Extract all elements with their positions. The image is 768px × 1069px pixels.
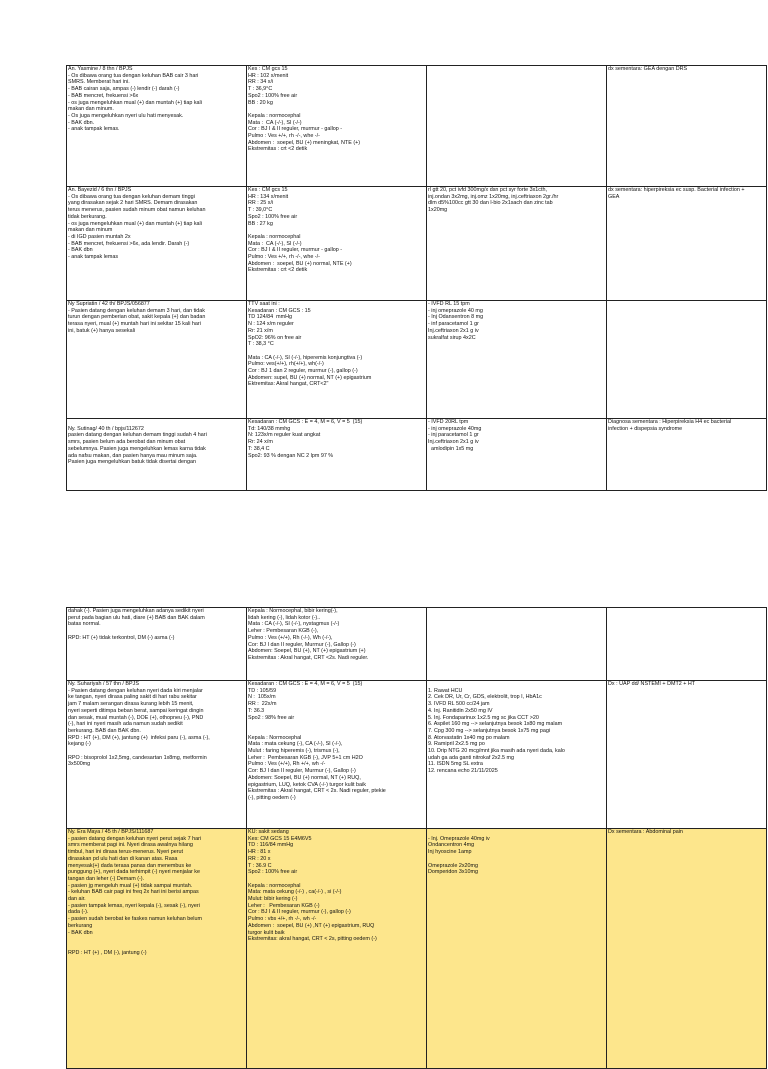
note-line: Mata : CA (-/-), SI (-/-) [248,240,302,247]
note-line: N: 123x/m reguler kuat angkat [248,432,321,439]
subjective-cell [67,608,247,681]
note-line: Omeprazole 2x20mg [428,862,479,869]
note-line: Pulmo : vbs +/+, rh -/-, wh -/- [248,916,317,923]
note-line: - Pasien datang dengan keluhan demam 3 hari, dan tidak [68,307,205,314]
note-line: - IVFD RL 15 tpm [428,301,470,307]
note-line: smrs, pasien belum ada berobat dan minum obat [68,439,186,446]
plan-cell [427,66,607,187]
note-line: Kes : CM gcs 15 [248,187,288,193]
note-line: - anak tampak lemas [68,254,119,261]
note-line: Abdomen : soepel, BU (+) meningkat, NTE (+) [248,139,361,146]
note-line: Abdomen: Soepel, BU (+) normal, NT (+) RUQ, [248,774,361,781]
note-line: KU: sakit sedang [248,829,289,835]
plan-cell [427,301,607,419]
patient-row [67,66,767,187]
note-line: Abdomen: supel, BU (+) normal, NT (+) epigastrium [248,374,372,381]
note-line: Inj.ceftriaxon 2x1 g iv [428,327,479,334]
note-line: Kes : CM gcs 15 [248,66,288,72]
note-line: - anak tampak lemas. [68,126,120,133]
clinical-notes-table-page-1 [66,65,767,491]
note-line: dan sesak, mual muntah (-), DOE (+), othopneu (-), PND [68,714,204,721]
note-line: Rr: 24 x/m [248,439,273,446]
note-line: Inj.ceftriaxon 2x1 g iv [428,439,479,446]
note-line: Ekstremitas : crt <2 detik [248,267,308,274]
note-line: RR : 25 x/i [248,200,274,207]
patient-row [67,301,767,419]
note-line: berkurang. BAB dan BAK dbn. [68,727,141,734]
subjective-cell [67,301,247,419]
note-line: Cor: BJ I dan II reguler, Murmur (-), Gallop (-) [248,768,356,775]
note-line: Abdomen: Soepel, BU (+), NT (+) epigastrium (+) [248,648,366,655]
note-line: berkurang [68,922,93,929]
note-line [68,943,245,950]
note-line: - BAB mencret, frekuensi >6x [68,92,139,99]
note-line: RR : 34 x/i [248,79,274,86]
note-line: - di IGD pasien muntah 2x [68,233,131,240]
note-line: Spo2 : 98% free air [248,714,295,721]
note-line: dx sementara: GEA dengan DRS [608,66,688,72]
note-line: 6. Aspilet 160 mg --> selanjutnya besok 1x80 mg malam [428,721,563,728]
note-line [248,348,425,355]
note-line: - inf paracetamol 1 gr [428,321,479,328]
note-line: Td: 140/38 mmhg [248,425,291,432]
note-line: infection + dispepsia syndrome [608,425,683,432]
patient-row [67,681,767,829]
note-line [248,876,425,883]
note-line: makan dan minum [68,227,113,234]
note-line: 4. Inj. Ranitidin 2x50 mg IV [428,707,493,714]
note-line: - keluhan BAB cair pagi ini freq 2x hari ini berisi ampas [68,889,199,896]
note-line: Pulmo : Ves +/+, rh -/-, whe -/- [248,133,320,140]
note-line: jam 7 malam serangan dirasa kurang lebih 15 menit, [68,701,194,708]
note-line: - Os juga mengeluhkan nyeri ulu hati menyesak. [68,112,184,119]
note-line: Pulmo : Ves (+/+), Rh (-/-), Wh (-/-), [248,634,333,641]
note-line: Kesadaran : CM GCS : 15 [248,307,311,314]
assessment-cell [607,187,767,301]
note-line: punggung (+), nyeri dada terhimpit (-) nyeri menjalar ke [68,869,200,876]
note-line: - inj omeprazole 40mg [428,425,482,432]
note-line: makan dan minum. [68,106,114,113]
note-line: HR : 81 x [248,849,271,856]
note-line: - BAK dbn. [68,119,95,126]
note-line [428,829,605,836]
note-line: T: 38,4 C [248,445,270,452]
note-line: HR : 102 x/menit [248,72,289,79]
note-line: Dx sementara : Abdominal pain [608,829,683,835]
note-line: - Inj. Omeprazole 40mg iv [428,835,490,842]
note-line: Ekstremitas : Akral hangat, CRT <2s. Nadi reguler. [248,654,369,661]
note-line: TD : 105/59 [248,687,277,694]
note-line: dlm d5%100cc gtt 30 dan l-bio 2x1sach dan zinc tab [428,200,553,207]
note-line [68,419,245,426]
note-line: BB : 27 kg [248,220,273,227]
objective-cell [247,66,427,187]
note-line: T: 36.3 [248,707,265,714]
note-line: Ektremitas: Akral hangat, CRT<2" [248,381,329,388]
note-line: Cor : BJ I & II reguler, murmur (-), gallop (-) [248,909,351,916]
assessment-cell [607,681,767,829]
note-line: Abdomen : soepel, BU (+) ,NT (+) epigastrium, RUQ [248,922,375,929]
note-line: RPD : HT (+) , DM (-), jantung (-) [68,949,147,956]
plan-cell [427,681,607,829]
note-line: Leher : Pembesaran KGB (-), JVP 5+1 cm H2O [248,754,363,761]
note-line: Kepala : normocephal [248,882,301,889]
note-line: T : 38,3 °C [248,341,274,348]
note-line: - pasien tampak lemas, nyeri kepala (-), sesak (-), nyeri [68,902,200,909]
note-line [248,227,425,234]
note-line [428,856,605,863]
subjective-cell [67,829,247,1069]
note-line: terus menerus, pasien sudah minum obat namun keluhan [68,207,206,214]
objective-cell [247,681,427,829]
note-line: RR : 22x/m [248,701,277,708]
note-line: smrs memberat pagi ini. Nyeri dirasa awalnya hilang [68,842,193,849]
objective-cell [247,608,427,681]
note-line [68,628,245,635]
note-line: turgor kulit baik [248,929,285,936]
note-line: 1. Rawat HCU [428,687,463,694]
note-line [248,106,425,113]
assessment-cell [607,829,767,1069]
note-line: perut pada bagian ulu hati, diare (+) BAB dan BAK dalam [68,614,205,621]
subjective-cell [67,66,247,187]
note-line: turun dengan pemberian obat, sakit kepala (+) dan badan [68,314,206,321]
note-line: 7. Cpg 300 mg --> selanjutnya besok 1x75 mg pagi [428,727,551,734]
plan-cell [427,829,607,1069]
note-line: batas normal. [68,621,101,628]
note-line: Pasien juga mengeluhkan batuk tidak disertai dengan [68,459,196,466]
note-line: TD 124/84 mmHg [248,314,293,321]
note-line [68,748,245,755]
note-line: Spo2 : 100% free air [248,869,298,876]
note-line: T : 36,9°C [248,86,273,93]
plan-cell [427,608,607,681]
note-line: - BAB cairan saja, ampas (-) lendir (-) darah (-) [68,86,180,93]
objective-cell [247,829,427,1069]
note-line: Kepala : Normocephal [248,734,302,741]
note-line: Kepala : Normocephal, bibir kering(-), [248,608,338,614]
note-line: Pulmo : Ves (+/+), Rh +/+, wh -/- [248,761,326,768]
note-line: tidak berkurang. [68,213,107,220]
note-line: GEA [608,193,620,200]
note-line: 1x20mg [428,207,448,214]
note-line: - pasien jg mengeluh mual (+) tidak sampai muntah. [68,882,193,889]
note-line: - Pasien datang dengan keluhan nyeri dada kiri menjalar [68,687,203,694]
note-line: - BAK dbn [68,929,93,936]
note-line: Spo2: 93 % dengan NC 2 lpm 97 % [248,452,334,459]
note-line: N : 105x/m [248,694,276,701]
note-line: ini, batuk (+) hanya sesekali [68,327,135,334]
note-line: - BAB mencret, frekuensi >6x, ada lendir. Darah (-) [68,240,190,247]
note-line: - os juga mengeluhkan mual (+) dan muntah (+) tiap kali [68,99,202,106]
clinical-notes-table-page-2 [66,607,767,1069]
note-line: dada (-). [68,909,89,916]
subjective-cell [67,419,247,491]
note-line: Cor : BJ I & II reguler, murmur - gallop - [248,247,343,254]
note-line: rl gtt 20, pct ivfd 300mg/x dsn pct syr forte 3x1cth, [428,187,547,193]
note-line: (-), pitting oedem (-) [248,794,296,801]
note-line: Kepala : normocephal [248,112,301,119]
note-line: Leher : Pembesaran KGB (-), [248,628,319,635]
note-line: Abdomen : soepel, BU (+) normal, NTE (+) [248,260,352,267]
note-line: dahak (-). Pasien juga mengeluhkan adanya sedikit nyeri [68,608,204,614]
note-line: RPD: HT (+) tidak terkontrol, DM (-) asma (-) [68,634,175,641]
note-line: epigastrium, LUQ, ketok CVA (-/-) turgor kulit baik [248,781,366,788]
note-line: nyeri seperti ditimpa beban berat, sampai keringat dingin [68,707,204,714]
note-line: - pasien datang dengan keluhan nyeri perut sejak 7 hari [68,835,202,842]
note-line: Spo2 : 100% free air [248,92,298,99]
note-line: dan air. [68,896,86,903]
note-line: 12. rencana echo 21/11/2025 [428,768,498,775]
note-line: dx sementara: hiperpireksia ec susp. Bacterial infection + [608,187,745,193]
note-line: amlodipin 1x5 mg [428,445,474,452]
note-line: Mata: mata cekung (-/-) , ca(-/-) , si (-/-) [248,889,342,896]
note-line: Ekstremitas : Akral hangat, CRT < 2s. Nadi reguler, ptekie [248,788,386,795]
objective-cell [247,301,427,419]
note-line: Ny. Sutinag/ 40 th / bpjs/112672 [68,425,144,432]
note-line [248,728,425,735]
subjective-cell [67,681,247,829]
note-line: Mulut : faring hiperemis (-), trismus (-), [248,748,340,755]
note-line: Mata : mata cekung (-), CA (-/-), SI (-/-), [248,741,343,748]
note-line: Rr: 21 x/m [248,327,273,334]
note-line: Ekstremitas: akral hangat, CRT < 2s, pitting oedem (-) [248,936,377,943]
note-line: Mata : CA (-/-), SI (-/-), hiperemis konjungtiva (-) [248,354,363,361]
note-line: Kes: CM GCS 15 E4M6V5 [248,835,312,842]
note-line: - IVFD 20RL tpm [428,419,469,425]
note-line: (-), hari ini nyeri masih ada namun sudah sedikit [68,721,183,728]
note-line: Inj hyoscine 1amp [428,849,472,856]
objective-cell [247,187,427,301]
note-line: BB : 20 kg [248,99,273,106]
note-line: SMRS. Memberat hari ini. [68,79,130,86]
note-line: - os juga mengeluhkan mual (+) dan muntah (+) tiap kali [68,220,202,227]
note-line: Cor : BJ 1 dan 2 reguler, murmur (-), gallop (-) [248,368,358,375]
patient-row [67,187,767,301]
note-line: Ny. Era Maya / 45 th / BPJS/111687 [68,829,154,835]
note-line: kejang (-) [68,741,91,748]
note-line: ada nafsu makan, dan pasien hanya mau minum saja. [68,452,198,459]
note-line: An. Bayezid / 6 thn / BPJS [68,187,132,193]
note-line: Ekstremitas : crt <2 detik [248,146,308,153]
note-line: Mata : CA (-/-), SI (-/-), nystagmus (-/-) [248,621,340,628]
note-line: Cor : BJ I & II reguler, murmur - gallop - [248,126,343,133]
note-line: inj.ondan 3x2mg, inj.omz 1x20mg, inj.ceftriaxon 2gr./hr [428,193,559,200]
note-line: - Inj Odansentron 8 mg [428,314,484,321]
note-line: SpO2: 96% on free air [248,334,302,341]
note-line: HR : 134 x/menit [248,193,289,200]
note-line: terasa nyeri, mual (+) muntah hari ini sekitar 15 kali hari [68,321,201,328]
note-line: Pulmo: ves(+/+), rh(+/+), wh(-/-) [248,361,324,368]
note-line: Ny Supriatin / 42 th/ BPJS/056877 [68,301,150,307]
note-line: - Os dibawa orang tua dengan keluhan BAB cair 3 hari [68,72,199,79]
plan-cell [427,419,607,491]
note-line: Mulut: bibir kering (-) [248,896,298,903]
note-line: 2. Cek DR, Ur, Cr, GDS, elektrolit, trop I, HbA1c [428,694,542,701]
patient-row [67,419,767,491]
note-line: TD : 116/84 mmHg [248,842,294,849]
note-line: An. Yasmine / 8 thn / BPJS [68,66,133,72]
note-line: Mata : CA (-/-), SI (-/-) [248,119,302,126]
note-line: 3. IVFD RL 500 cc/24 jam [428,701,490,708]
note-line: - BAK dbn [68,247,93,254]
note-line: Kesadaran : CM GCS : E = 4, M = 6, V = 5 (15) [248,681,363,687]
assessment-cell [607,66,767,187]
note-line: Leher : Pembesaran KGB (-) [248,902,320,909]
note-line: Cor: BJ I dan II reguler, Murmur (-), Gallop (-) [248,641,356,648]
note-line: Ny. Suhariyah / 57 thn / BPJS [68,681,139,687]
note-line: - inj paracetamol 1 gr [428,432,479,439]
note-line: Kesadaran : CM GCS : E = 4, M = 6, V = 5 (15) [248,419,363,425]
note-line: 3x500mg [68,761,91,768]
note-line: udah ga ada ganti nitrokaf 2x2.5 mg [428,754,515,761]
note-line: 11. ISDN 5mg SL extra [428,761,483,768]
note-line: 9. Ramipril 2x2.5 mg po [428,741,485,748]
assessment-cell [607,301,767,419]
note-line: Domperidon 3x10mg [428,869,479,876]
note-line: Pulmo : Ves +/+, rh -/-, whe -/- [248,254,320,261]
note-line: Dx : UAP dd/ NSTEMI + DMT2 + HT [608,681,696,687]
subjective-cell [67,187,247,301]
note-line: Ondancentron 4mg [428,842,475,849]
note-line: - inj omeprazole 40 mg [428,307,483,314]
note-line: T : 39,0°C [248,207,273,214]
note-line: pasien datang dengan keluhan demam tinggi sudah 4 hari [68,432,207,439]
plan-cell [427,187,607,301]
note-line: Spo2 : 100% free air [248,213,298,220]
note-line [68,936,245,943]
note-line: 8. Atorvastatin 1x40 mg po malam [428,734,510,741]
note-line: ke tangan, nyeri dirasa paling sakit di hari rabu sekitar [68,694,197,701]
note-line: lidah kering (-), lidah kotor (-).. [248,614,321,621]
note-line: T : 36.9 C [248,862,272,869]
note-line: timbul, hari ini dirasa terus-menerus. Nyeri perut [68,849,184,856]
note-line: RPD : HT (+), DM (+), jantung (+) infeksi paru (-), asma (-), [68,734,210,741]
note-line: 10. Drip NTG 20 mcg/mnt jika masih ada nyeri dada, kalo [428,748,565,755]
note-line: sebelumnya. Pasien juga mengeluhkan lemas karna tidak [68,445,206,452]
objective-cell [247,419,427,491]
note-line: dirasakan pd ulu hati dan di kanan atas. Rasa [68,855,178,862]
note-line: 5. Inj. Fondaparinux 1x2.5 mg sc jika CCT >20 [428,714,539,721]
note-line: - Os dibawa orang tua dengan keluhan demam tinggi [68,193,195,200]
note-line: TTV saat ini : [248,301,280,307]
note-line: - pasien sudah berobat ke faskes namun keluhan belum [68,916,202,923]
assessment-cell [607,419,767,491]
note-line: RR : 20 x [248,855,271,862]
note-line: menyesak(+) dada terasa panas dan menembus ke [68,862,192,869]
note-line: N : 124 x/m reguler [248,321,294,328]
note-line [428,681,605,688]
note-line: RPO : bisoprolol 1x2,5mg, candesartan 1x8mg, metformin [68,754,207,761]
patient-row [67,608,767,681]
note-line: yang dirasakan sejak 2 hari SMRS. Demam dirasakan [68,200,198,207]
assessment-cell [607,608,767,681]
note-line [248,721,425,728]
note-line: Kepala : normocephal [248,233,301,240]
note-line: sukralfat sirup 4x2C [428,334,476,341]
note-line: tangan dan leher (-) Demam (-). [68,875,145,882]
patient-row [67,829,767,1069]
note-line: Diagnosa sementara : Hiperpireksia H4 ec bacterial [608,419,732,425]
